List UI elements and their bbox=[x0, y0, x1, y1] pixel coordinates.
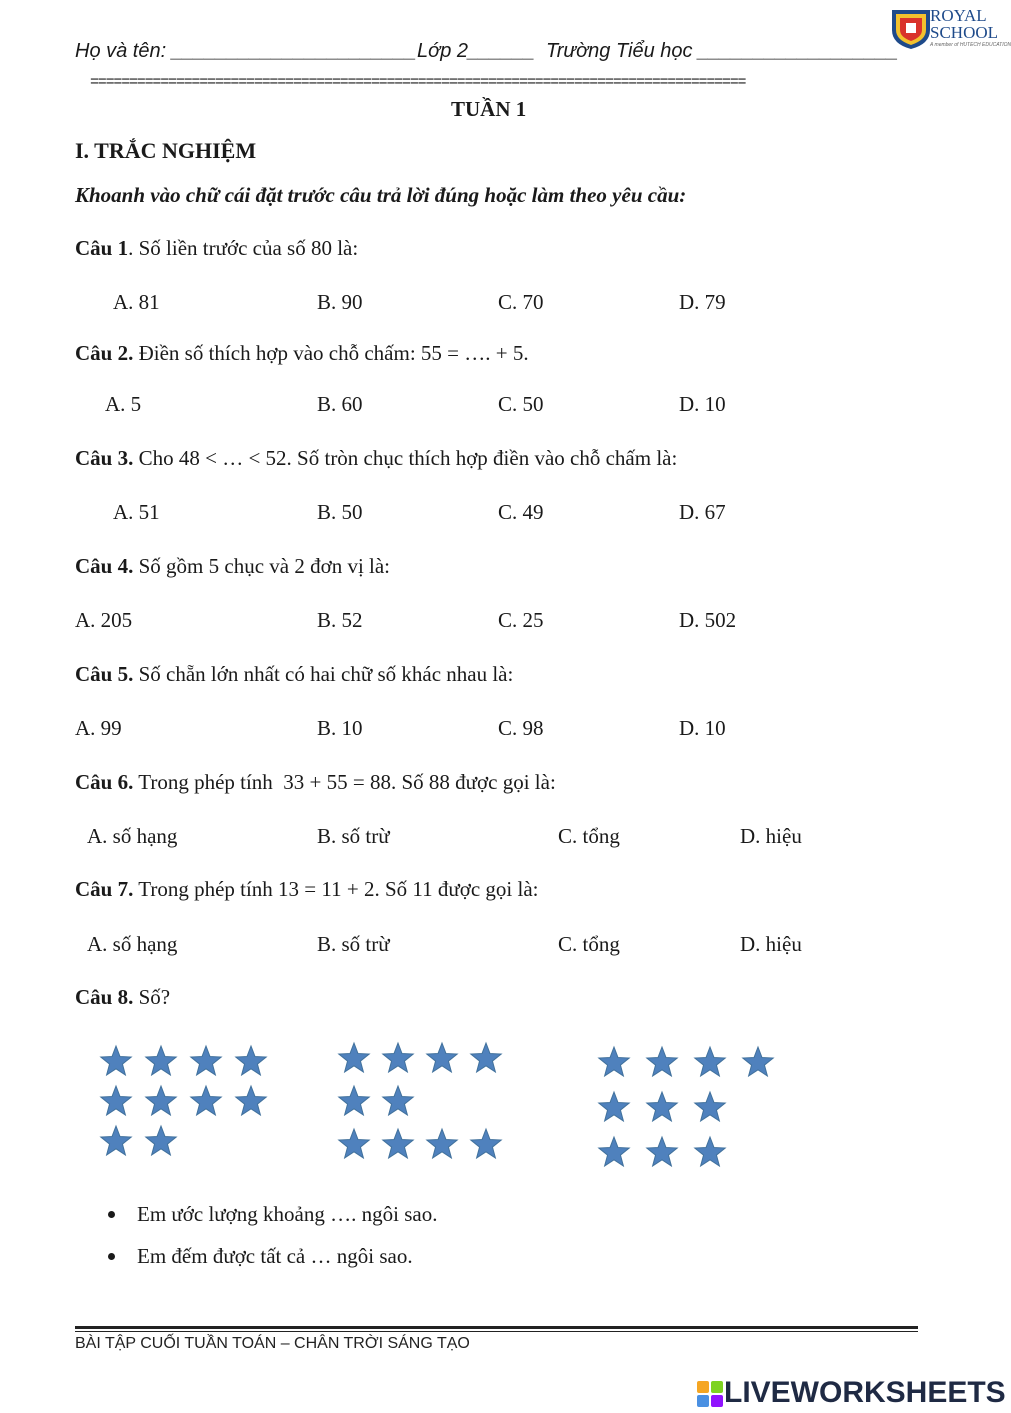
section-heading: I. TRẮC NGHIỆM bbox=[75, 138, 257, 163]
star-icon bbox=[190, 1085, 222, 1122]
question-8 bbox=[75, 985, 170, 1010]
footer-divider bbox=[75, 1326, 918, 1329]
option-2a[interactable]: A. 5 bbox=[105, 392, 142, 416]
option-3c[interactable]: C. 49 bbox=[498, 500, 544, 524]
star-icon bbox=[470, 1128, 502, 1165]
star-icon bbox=[694, 1046, 726, 1083]
option-3a[interactable]: A. 51 bbox=[113, 500, 160, 524]
instructions: Khoanh vào chữ cái đặt trước câu trả lời đúng hoặc làm theo yêu cầu: bbox=[75, 183, 687, 207]
question-text: Điền số thích hợp vào chỗ chấm: 55 = …. + 5. bbox=[133, 341, 529, 365]
bullet-text: Em đếm được tất cả … ngôi sao. bbox=[137, 1244, 413, 1268]
liveworksheets-logo-icon bbox=[697, 1381, 723, 1407]
star-icon bbox=[470, 1042, 502, 1079]
star-icon bbox=[100, 1085, 132, 1122]
star-icon bbox=[382, 1128, 414, 1165]
logo-tagline: A member of HUTECH EDUCATION bbox=[930, 42, 1011, 48]
question-label: Câu 8. bbox=[75, 985, 134, 1009]
star-icon bbox=[235, 1045, 267, 1082]
name-field-label: Họ và tên: ______________________ bbox=[75, 40, 417, 62]
question-label: Câu 2. bbox=[75, 341, 134, 365]
question-label: Câu 1 bbox=[75, 236, 129, 260]
question-text: Số gồm 5 chục và 2 đơn vị là: bbox=[133, 554, 391, 578]
school-field-label: Trường Tiểu học __________________ bbox=[546, 40, 899, 62]
question-6 bbox=[75, 770, 556, 795]
question-text: Trong phép tính 33 + 55 = 88. Số 88 được gọi là: bbox=[133, 770, 556, 794]
question-label: Câu 4. bbox=[75, 554, 134, 578]
star-icon bbox=[426, 1128, 458, 1165]
option-1c[interactable]: C. 70 bbox=[498, 290, 544, 314]
option-2b[interactable]: B. 60 bbox=[317, 392, 363, 416]
option-5d[interactable]: D. 10 bbox=[679, 716, 726, 740]
footer-text: BÀI TẬP CUỐI TUẦN TOÁN – CHÂN TRỜI SÁNG TẠO bbox=[75, 1335, 470, 1352]
question-3 bbox=[75, 446, 677, 471]
logo-text-school: SCHOOL bbox=[930, 23, 999, 42]
option-3d[interactable]: D. 67 bbox=[679, 500, 726, 524]
question-text: Cho 48 < … < 52. Số tròn chục thích hợp điền vào chỗ chấm là: bbox=[133, 446, 678, 470]
question-label: Câu 3. bbox=[75, 446, 134, 470]
question-text: Trong phép tính 13 = 11 + 2. Số 11 được gọi là: bbox=[133, 877, 539, 901]
star-icon bbox=[646, 1046, 678, 1083]
star-icon bbox=[598, 1046, 630, 1083]
question-label: Câu 7. bbox=[75, 877, 134, 901]
logo-text-royal: ROYAL bbox=[930, 6, 987, 25]
shield-icon bbox=[888, 6, 934, 50]
footer-divider-thin bbox=[75, 1331, 918, 1332]
option-4c[interactable]: C. 25 bbox=[498, 608, 544, 632]
question-label: Câu 5. bbox=[75, 662, 134, 686]
option-4d[interactable]: D. 502 bbox=[679, 608, 737, 632]
option-6c[interactable]: C. tổng bbox=[558, 824, 620, 848]
star-icon bbox=[598, 1091, 630, 1128]
option-1b[interactable]: B. 90 bbox=[317, 290, 363, 314]
star-icon bbox=[235, 1085, 267, 1122]
option-2c[interactable]: C. 50 bbox=[498, 392, 544, 416]
star-icon bbox=[598, 1136, 630, 1173]
option-1d[interactable]: D. 79 bbox=[679, 290, 726, 314]
question-7 bbox=[75, 877, 539, 902]
bullet-text: Em ước lượng khoảng …. ngôi sao. bbox=[137, 1202, 438, 1226]
star-icon bbox=[382, 1085, 414, 1122]
question-1 bbox=[75, 236, 358, 261]
star-icon bbox=[145, 1125, 177, 1162]
bullet-dot bbox=[108, 1253, 115, 1260]
star-icon bbox=[338, 1128, 370, 1165]
question-text: Số chẵn lớn nhất có hai chữ số khác nhau là: bbox=[133, 662, 514, 686]
question-text: . Số liền trước của số 80 là: bbox=[128, 236, 359, 260]
liveworksheets-watermark: LIVEWORKSHEETS bbox=[724, 1376, 1006, 1409]
option-5b[interactable]: B. 10 bbox=[317, 716, 363, 740]
star-icon bbox=[190, 1045, 222, 1082]
option-6b[interactable]: B. số trừ bbox=[317, 824, 390, 848]
question-4 bbox=[75, 554, 390, 579]
star-icon bbox=[694, 1136, 726, 1173]
option-7d[interactable]: D. hiệu bbox=[740, 932, 802, 956]
star-icon bbox=[646, 1136, 678, 1173]
star-icon bbox=[100, 1125, 132, 1162]
question-label: Câu 6. bbox=[75, 770, 134, 794]
option-6a[interactable]: A. số hạng bbox=[87, 824, 178, 848]
star-icon bbox=[742, 1046, 774, 1083]
question-text: Số? bbox=[133, 985, 171, 1009]
star-icon bbox=[694, 1091, 726, 1128]
header-separator: ==================================================================================== bbox=[90, 74, 746, 91]
option-2d[interactable]: D. 10 bbox=[679, 392, 726, 416]
option-5a[interactable]: A. 99 bbox=[75, 716, 122, 740]
option-1a[interactable]: A. 81 bbox=[113, 290, 160, 314]
star-icon bbox=[426, 1042, 458, 1079]
question-5 bbox=[75, 662, 513, 687]
star-icon bbox=[646, 1091, 678, 1128]
star-icon bbox=[338, 1085, 370, 1122]
week-title: TUẦN 1 bbox=[451, 97, 527, 121]
option-7a[interactable]: A. số hạng bbox=[87, 932, 178, 956]
star-icon bbox=[382, 1042, 414, 1079]
option-7c[interactable]: C. tổng bbox=[558, 932, 620, 956]
star-icon bbox=[100, 1045, 132, 1082]
star-icon bbox=[145, 1045, 177, 1082]
option-7b[interactable]: B. số trừ bbox=[317, 932, 390, 956]
option-4b[interactable]: B. 52 bbox=[317, 608, 363, 632]
option-3b[interactable]: B. 50 bbox=[317, 500, 363, 524]
option-6d[interactable]: D. hiệu bbox=[740, 824, 802, 848]
star-icon bbox=[145, 1085, 177, 1122]
option-4a[interactable]: A. 205 bbox=[75, 608, 133, 632]
royal-school-logo bbox=[888, 6, 934, 50]
star-icon bbox=[338, 1042, 370, 1079]
bullet-estimate bbox=[108, 1202, 437, 1227]
option-5c[interactable]: C. 98 bbox=[498, 716, 544, 740]
bullet-dot bbox=[108, 1211, 115, 1218]
bullet-count bbox=[108, 1244, 413, 1269]
question-2 bbox=[75, 341, 529, 366]
class-field-label: Lớp 2______ bbox=[417, 40, 535, 62]
